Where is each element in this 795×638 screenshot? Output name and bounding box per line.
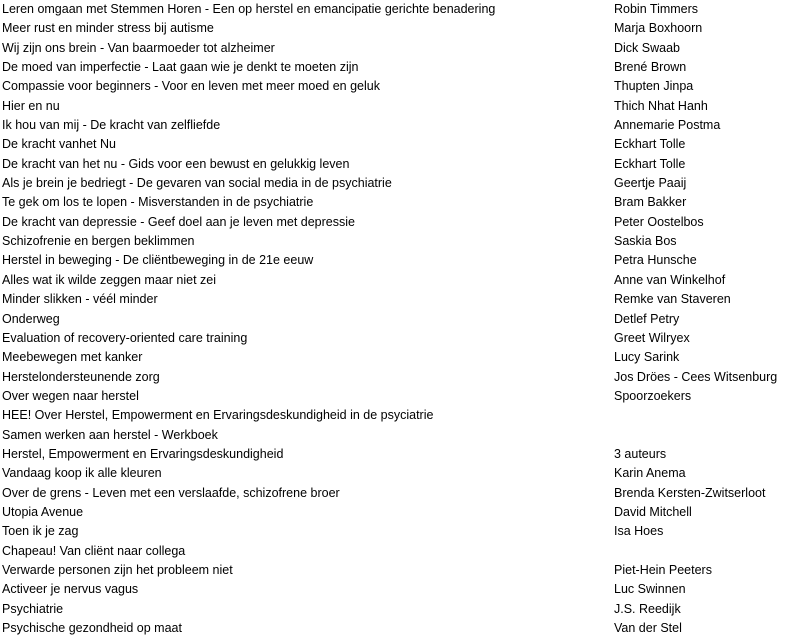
book-row	[0, 271, 795, 290]
book-title: Herstelondersteunende zorg	[2, 369, 160, 384]
book-row	[0, 426, 795, 445]
book-title: Verwarde personen zijn het probleem niet	[2, 562, 233, 577]
book-row	[0, 522, 795, 541]
book-title: De kracht van het nu - Gids voor een bewust en gelukkig leven	[2, 156, 350, 171]
book-author: Spoorzoekers	[614, 388, 692, 403]
book-title: Evaluation of recovery-oriented care training	[2, 330, 248, 345]
book-row	[0, 155, 795, 174]
book-row	[0, 310, 795, 329]
book-row	[0, 213, 795, 232]
book-author: Saskia Bos	[614, 234, 677, 249]
book-row	[0, 19, 795, 38]
book-title: HEE! Over Herstel, Empowerment en Ervaringsdeskundigheid in de psyciatrie	[2, 408, 434, 423]
book-author: Jos Dröes - Cees Witsenburg	[614, 369, 778, 384]
book-row	[0, 58, 795, 77]
book-author: Eckhart Tolle	[614, 156, 686, 171]
book-author: Bram Bakker	[614, 195, 687, 210]
book-title: De moed van imperfectie - Laat gaan wie je denkt te moeten zijn	[2, 60, 359, 75]
book-author: Karin Anema	[614, 466, 686, 481]
book-title: Activeer je nervus vagus	[2, 582, 139, 597]
book-title: Utopia Avenue	[2, 504, 84, 519]
book-author: Geertje Paaij	[614, 176, 687, 191]
book-author: Luc Swinnen	[614, 582, 686, 597]
book-title: De kracht vanhet Nu	[2, 137, 116, 152]
book-row	[0, 251, 795, 270]
book-author: Robin Timmers	[614, 2, 699, 16]
book-author: 3 auteurs	[614, 446, 667, 461]
book-row	[0, 387, 795, 406]
book-title: Herstel in beweging - De cliëntbeweging in de 21e eeuw	[2, 253, 314, 268]
book-author: J.S. Reedijk	[614, 601, 681, 616]
book-title: Over de grens - Leven met een verslaafde, schizofrene broer	[2, 485, 340, 500]
book-author: Anne van Winkelhof	[614, 272, 726, 287]
book-title: Herstel, Empowerment en Ervaringsdeskundigheid	[2, 446, 284, 461]
book-row	[0, 193, 795, 212]
book-title: Hier en nu	[2, 98, 60, 113]
book-row	[0, 232, 795, 251]
book-author: Detlef Petry	[614, 311, 680, 326]
book-row	[0, 368, 795, 387]
book-row	[0, 135, 795, 154]
book-row	[0, 290, 795, 309]
book-row	[0, 580, 795, 599]
book-author: Isa Hoes	[614, 524, 664, 539]
book-title: Alles wat ik wilde zeggen maar niet zei	[2, 272, 216, 287]
book-title: Vandaag koop ik alle kleuren	[2, 466, 162, 481]
book-row	[0, 0, 795, 19]
book-row	[0, 77, 795, 96]
book-author: Thich Nhat Hanh	[614, 98, 708, 113]
book-row	[0, 39, 795, 58]
book-title: Meebewegen met kanker	[2, 350, 143, 365]
book-author: Greet Wilryex	[614, 330, 690, 345]
book-author: Van der Stel	[614, 621, 682, 635]
book-title: Als je brein je bedriegt - De gevaren van social media in de psychiatrie	[2, 176, 392, 191]
book-row	[0, 561, 795, 580]
book-title: Leren omgaan met Stemmen Horen - Een op herstel en emancipatie gerichte benadering	[2, 2, 496, 16]
book-author: Brené Brown	[614, 60, 687, 75]
book-row	[0, 348, 795, 367]
book-title: Ik hou van mij - De kracht van zelfliefde	[2, 118, 221, 133]
book-title: De kracht van depressie - Geef doel aan je leven met depressie	[2, 214, 355, 229]
book-row	[0, 464, 795, 483]
book-row	[0, 542, 795, 561]
book-author: Peter Oostelbos	[614, 214, 704, 229]
book-author: Eckhart Tolle	[614, 137, 686, 152]
book-author: Lucy Sarink	[614, 350, 680, 365]
book-row	[0, 329, 795, 348]
book-row	[0, 503, 795, 522]
book-title: Psychische gezondheid op maat	[2, 621, 182, 635]
book-row	[0, 445, 795, 464]
book-author: Petra Hunsche	[614, 253, 697, 268]
book-row	[0, 619, 795, 638]
book-title: Chapeau! Van cliënt naar collega	[2, 543, 186, 558]
book-title: Meer rust en minder stress bij autisme	[2, 21, 214, 36]
book-author: Remke van Staveren	[614, 292, 731, 307]
book-title: Onderweg	[2, 311, 60, 326]
book-title: Over wegen naar herstel	[2, 388, 139, 403]
book-title: Psychiatrie	[2, 601, 64, 616]
book-title: Samen werken aan herstel - Werkboek	[2, 427, 218, 442]
book-author: Brenda Kersten-Zwitserloot	[614, 485, 766, 500]
book-row	[0, 600, 795, 619]
book-row	[0, 484, 795, 503]
book-title: Minder slikken - véél minder	[2, 292, 158, 307]
book-author: David Mitchell	[614, 504, 692, 519]
book-title: Toen ik je zag	[2, 524, 79, 539]
book-title: Compassie voor beginners - Voor en leven met meer moed en geluk	[2, 79, 380, 94]
book-row	[0, 97, 795, 116]
book-author: Marja Boxhoorn	[614, 21, 703, 36]
book-author: Thupten Jinpa	[614, 79, 694, 94]
book-row	[0, 174, 795, 193]
book-author: Piet-Hein Peeters	[614, 562, 712, 577]
book-row	[0, 406, 795, 425]
book-title: Schizofrenie en bergen beklimmen	[2, 234, 195, 249]
book-row	[0, 116, 795, 135]
book-author: Dick Swaab	[614, 40, 680, 55]
book-author: Annemarie Postma	[614, 118, 721, 133]
book-title: Te gek om los te lopen - Misverstanden in de psychiatrie	[2, 195, 314, 210]
book-title: Wij zijn ons brein - Van baarmoeder tot alzheimer	[2, 40, 275, 55]
